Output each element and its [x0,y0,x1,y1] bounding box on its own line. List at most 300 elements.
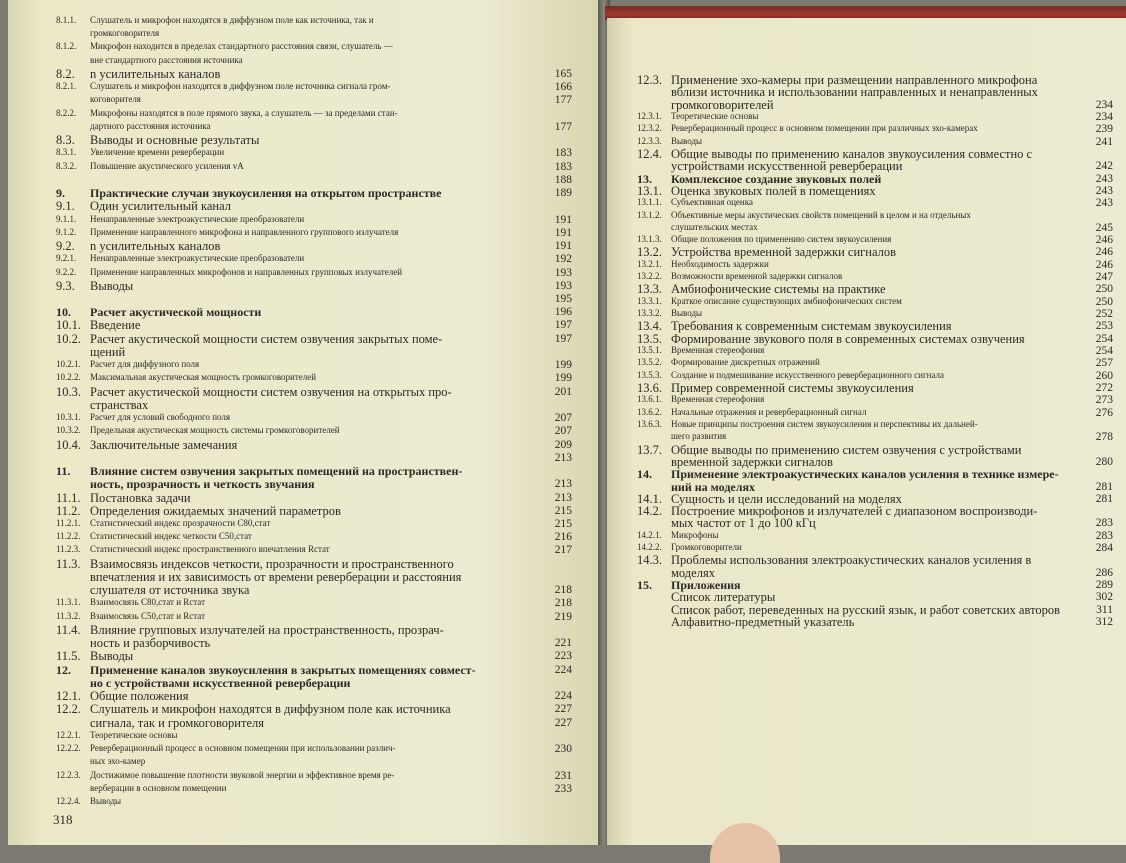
toc-entry [56,650,536,663]
toc-entry-number: 12.3.2. [637,123,662,134]
toc-entry-title: Общие положения [90,690,189,704]
toc-entry-number: 11.1. [56,491,81,505]
toc-entry-title: Ненаправленные электроакустические преобразователи [90,213,305,224]
toc-entry-number: 9.1.1. [56,213,77,224]
toc-entry-title: Сущность и цели исследований на моделях [671,492,902,506]
toc-entry-page: 289 [1095,579,1113,592]
toc-entry [56,319,536,332]
toc-entry-number: 10.4. [56,438,81,452]
toc-entry-page: 260 [1095,369,1113,382]
toc-entry-title: Расчет для условий свободного поля [90,412,231,423]
toc-entry-number: 12.2.3. [56,769,81,780]
toc-entry-page: 246 [1095,258,1113,271]
toc-entry-page: 192 [554,253,572,266]
toc-entry-number: 10.1. [56,319,81,333]
toc-entry-page: 218 [554,584,572,597]
toc-entry-page: 177 [554,120,572,133]
toc-entry-page: 311 [1096,603,1113,616]
toc-entry-title: Взаимосвязь индексов четкости, прозрачности и пространственного [90,557,454,571]
toc-entry [637,86,1077,99]
toc-entry [637,468,1077,481]
toc-entry [637,345,1077,355]
toc-entry-number: 13.5.1. [637,345,662,355]
toc-entry [637,185,1077,198]
toc-entry-title: Статистический индекс пространственного впечатления Rстат [90,544,330,555]
toc-entry-page: 242 [1095,160,1113,173]
toc-entry [56,333,536,346]
toc-entry-page: 191 [554,240,572,253]
toc-entry [637,517,1077,530]
toc-entry-page: 250 [1095,283,1113,296]
toc-entry-number: 13.3.1. [637,295,662,306]
toc-entry [56,439,536,452]
toc-entry-number: 10.2. [56,332,81,346]
toc-entry [637,210,1077,220]
toc-entry-number: 8.3.2. [56,160,77,171]
toc-entry [637,382,1077,395]
toc-entry-page: 224 [554,690,572,703]
toc-entry [56,492,536,505]
toc-entry [56,505,536,518]
toc-entry [637,246,1077,259]
toc-entry-page: 254 [1095,332,1113,345]
toc-entry-number: 11.5. [56,650,81,664]
toc-entry-title: Временная стереофония [671,345,765,355]
toc-entry [637,530,1077,540]
toc-entry-page: 257 [1095,357,1113,370]
toc-entry [637,567,1077,580]
toc-entry [637,444,1077,457]
toc-entry-title: Влияние систем озвучения закрытых помещений на пространствен- [90,465,463,479]
toc-entry-page: 216 [554,531,572,544]
toc-entry-title: щений [90,345,126,359]
toc-entry-title: Достижимое повышение плотности звуковой энергии и эффективное время ре- [90,769,395,780]
toc-entry-title: Взаимосвязь C80,стат и Rстат [90,597,206,608]
toc-entry-number: 14. [637,468,652,482]
toc-entry-page: 302 [1095,591,1113,604]
toc-entry-page: 231 [554,769,572,782]
toc-entry-title: Повышение акустического усиления vA [90,160,244,171]
toc-entry-title: Микрофоны [671,529,719,540]
toc-entry-number: 13.5.2. [637,357,662,368]
toc-entry-title: Требования к современным системам звукоусиления [671,320,952,334]
toc-entry-title: Общие выводы по применению систем озвучения с устройствами [671,443,1022,457]
toc-entry [56,15,536,25]
toc-entry-title: Определения ожидаемых значений параметров [90,504,341,518]
toc-entry-title: Ненаправленные электроакустические преобразователи [90,253,305,264]
toc-entry [637,419,1077,429]
toc-entry-title: ных эхо-камер [90,756,146,767]
toc-entry-number: 9. [56,187,65,201]
toc-entry-page: 246 [1095,246,1113,259]
toc-entry-page: 278 [1095,431,1113,444]
toc-entry-page: 199 [554,359,572,372]
toc-entry-title: Слушатель и микрофон находятся в диффузном поле источника сигнала гром- [90,81,391,92]
toc-entry-title: Оценка звуковых полей в помещениях [671,184,876,198]
toc-entry-title: Микрофоны находятся в поле прямого звука, а слушатель — за пределами стан- [90,107,398,118]
toc-entry-page: 243 [1095,197,1113,210]
toc-entry-number: 12.2.1. [56,729,81,740]
toc-entry [637,481,1077,494]
toc-entry [56,187,536,200]
toc-entry-number: 8.3. [56,134,75,148]
toc-entry-page: 252 [1095,308,1113,321]
toc-entry-page: 245 [1095,221,1113,234]
toc-entry-number: 13.1.2. [637,209,662,220]
toc-entry-page: 188 [554,173,572,186]
toc-entry-title: дартного расстояния источника [90,120,211,131]
toc-entry-page: 201 [554,385,572,398]
toc-entry [56,544,536,554]
right-page [607,18,1126,845]
toc-entry-number: 11.3.1. [56,597,81,608]
toc-entry-title: Расчет акустической мощности систем озвучения на открытых про- [90,385,452,399]
toc-entry-page: 312 [1095,616,1113,628]
toc-entry [56,108,536,118]
toc-entry-number: 14.2. [637,505,662,519]
toc-entry-page: 246 [1095,234,1113,247]
toc-entry-page: 215 [554,518,572,531]
toc-entry-number: 11.3.2. [56,610,81,621]
toc-entry-number: 13.3.2. [637,308,662,319]
toc-entry [56,359,536,369]
toc-entry-number: 9.2. [56,240,75,254]
toc-entry-number: 12. [56,663,71,677]
toc-entry-title: Микрофон находится в пределах стандартного расстояния связи, слушатель — [90,41,393,52]
toc-entry-title: n усилительных каналов [90,67,221,81]
toc-entry-number: 13.1.1. [637,197,662,208]
toc-entry-title: громкоговорителя [90,28,160,39]
toc-entry-page: 221 [554,637,572,650]
toc-entry [56,81,536,91]
toc-entry-title: вне стандартного расстояния источника [90,54,243,65]
toc-entry-page: 243 [1095,184,1113,197]
toc-entry [56,637,536,650]
toc-entry-title: временной задержки сигналов [671,455,833,469]
toc-entry-number: 12.3. [637,74,662,87]
toc-entry-title: Теоретические основы [671,110,759,121]
toc-entry [637,259,1077,269]
left-page [8,0,600,845]
toc-entry-number: 11.2.2. [56,531,81,542]
toc-entry-title: Применение направленного микрофона и направленного группового излучателя [90,226,399,237]
toc-entry-title: Общие положения по применению систем звукоусиления [671,234,892,245]
toc-entry-number: 13.2.2. [637,271,662,282]
toc-entry-page: 219 [554,610,572,623]
toc-entry [56,121,536,131]
toc-entry-title: Временная стереофония [671,394,765,405]
toc-entry [637,493,1077,506]
toc-entry-title: Постановка задачи [90,491,191,505]
toc-entry [56,240,536,253]
toc-entry-number: 8.2. [56,67,75,81]
toc-entry-number: 13.7. [637,443,662,457]
toc-entry-title: Применение направленных микрофонов и направленных групповых излучателей [90,266,403,277]
toc-entry-title: слушателя от источника звука [90,584,250,598]
toc-entry-number: 13.3. [637,283,662,297]
toc-entry-number: 12.2. [56,703,81,717]
toc-entry-title: Громкоговорители [671,542,742,553]
toc-entry [637,505,1077,518]
toc-entry [637,148,1077,161]
toc-entry [637,296,1077,306]
toc-entry [56,306,536,319]
toc-entry-title: n усилительных каналов [90,240,221,254]
toc-entry-number: 13.6.3. [637,418,662,429]
toc-entry [637,160,1077,173]
toc-entry [56,703,536,716]
toc-entry-title: Формирование звукового поля в современных системах озвучения [671,332,1025,346]
toc-entry [56,161,536,171]
toc-entry [56,624,536,637]
toc-entry [56,267,536,277]
toc-entry [56,465,536,478]
toc-entry-title: Выводы и основные результаты [90,134,260,148]
toc-entry-number: 13.6.2. [637,406,662,417]
toc-entry-title: Комплексное создание звуковых полей [671,172,882,186]
toc-entry [637,370,1077,380]
toc-entry-title: Предельная акустическая мощность системы громкоговорителей [90,425,340,436]
toc-entry [56,677,536,690]
toc-entry [56,571,536,584]
toc-entry [637,333,1077,346]
toc-entry-number: 8.1.1. [56,15,77,25]
toc-entry-title: устройствами искусственной реверберации [671,160,903,174]
toc-entry-page: 234 [1095,110,1113,123]
toc-entry-page: 193 [554,279,572,292]
toc-entry [56,558,536,571]
toc-entry-page: 247 [1095,271,1113,284]
toc-entry-title: Реверберационный процесс в основном помещении при использовании различ- [90,743,396,754]
toc-entry-number: 12.3.3. [637,135,662,146]
toc-entry [637,591,1077,604]
toc-entry-title: ность и разборчивость [90,637,211,651]
toc-entry-title: Введение [90,319,141,333]
toc-entry-title: Амбиофонические системы на практике [671,283,886,297]
toc-entry-page: 183 [554,147,572,160]
toc-entry [637,173,1077,186]
toc-entry-title: Применение электроакустических каналов усиления в технике измере- [671,468,1059,482]
toc-entry [637,542,1077,552]
toc-entry-page: 207 [554,425,572,438]
toc-entry-page: 284 [1095,542,1113,555]
toc-entry-number: 9.2.1. [56,253,77,264]
toc-entry-page: 280 [1095,455,1113,468]
toc-entry-title: вблизи источника и использовании направленных и ненаправленных [671,86,1038,100]
toc-entry-title: сигнала, так и громкоговорителя [90,716,264,730]
toc-entry-page: 165 [554,67,572,80]
toc-entry-number: 12.4. [637,147,662,161]
toc-entry-number: 11.4. [56,623,81,637]
toc-entry [56,399,536,412]
toc-entry-title: но с устройствами искусственной реверберации [90,676,351,690]
toc-entry [637,604,1077,617]
toc-entry [637,234,1077,244]
toc-entry-title: Влияние групповых излучателей на пространственность, прозрач- [90,623,444,637]
toc-entry [56,174,536,184]
toc-entry [56,452,536,462]
toc-entry-page: 191 [554,213,572,226]
toc-entry-number: 14.1. [637,492,662,506]
toc-entry-page: 207 [554,412,572,425]
toc-entry-title: ний на моделях [671,480,755,494]
toc-entry [637,271,1077,281]
toc-entry-title: Применение эхо-камеры при размещении направленного микрофона [671,74,1038,87]
toc-entry [56,783,536,793]
toc-entry-number: 10.2.2. [56,372,81,383]
toc-entry-title: Создание и подмешивание искусственного реверберационного сигнала [671,369,945,380]
toc-entry-page: 253 [1095,320,1113,333]
toc-entry-number: 12.3.1. [637,110,662,121]
page-folio: 318 [53,812,73,827]
toc-entry-page: 193 [554,266,572,279]
toc-entry [56,28,536,38]
toc-entry-page: 213 [554,491,572,504]
toc-entry-title: Практические случаи звукоусиления на открытом пространстве [90,187,442,201]
toc-entry-number: 10.3.1. [56,412,81,423]
toc-entry [637,308,1077,318]
toc-entry [637,283,1077,296]
toc-entry-title: Один усилительный канал [90,200,232,214]
toc-entry [56,478,536,491]
toc-entry-page: 273 [1095,394,1113,407]
toc-entry-page: 281 [1095,492,1113,505]
toc-entry [637,394,1077,404]
toc-entry-title: громкоговорителей [671,98,774,112]
toc-entry-title: Расчет акустической мощности систем озвучения закрытых поме- [90,332,443,346]
toc-entry-title: Выводы [671,135,703,146]
toc-entry [56,134,536,147]
toc-entry-page: 283 [1095,529,1113,542]
toc-entry [56,412,536,422]
toc-entry [56,611,536,621]
toc-entry-title: Начальные отражения и реверберационный сигнал [671,406,867,417]
toc-entry-number: 13.1.3. [637,234,662,245]
toc-entry-number: 14.2.1. [637,529,662,540]
toc-entry [637,554,1077,567]
toc-entry-number: 13.5.3. [637,369,662,380]
toc-entry-page: 286 [1095,566,1113,579]
toc-entry-page: 191 [554,226,572,239]
toc-entry [56,770,536,780]
toc-entry-number: 11.2.3. [56,544,81,555]
toc-entry-title: Формирование дискретных отражений [671,357,820,368]
toc-entry [637,74,1077,87]
toc-entry-title: странствах [90,398,149,412]
toc-entry-page: 224 [554,663,572,676]
toc-entry-number: 10.2.1. [56,359,81,370]
toc-entry-title: Построение микрофонов и излучателей с диапазоном воспроизводи- [671,505,1038,519]
toc-entry [56,518,536,528]
toc-entry-page: 281 [1095,480,1113,493]
toc-entry-title: Статистический индекс четкости C50,стат [90,531,252,542]
toc-entry-page: 227 [554,716,572,729]
toc-entry-page: 197 [554,319,572,332]
toc-entry [56,94,536,104]
toc-entry-page: 230 [554,743,572,756]
toc-entry-title: Необходимость задержки [671,258,769,269]
toc-entry-title: шего развития [671,431,727,442]
toc-entry-page: 166 [554,81,572,94]
toc-entry [56,280,536,293]
toc-entry-number: 14.2.2. [637,542,662,553]
toc-entry-title: Приложения [671,579,741,593]
toc-entry-title: Выводы [90,796,122,806]
toc-entry-title: Пример современной системы звукоусиления [671,381,914,395]
toc-entry-page: 213 [554,478,572,491]
toc-entry-number: 12.2.4. [56,796,81,806]
toc-entry-number: 13.4. [637,320,662,334]
toc-entry-page: 197 [554,332,572,345]
toc-entry [637,111,1077,121]
toc-entry-number: 13.2. [637,246,662,260]
toc-entry-number: 13.2.1. [637,258,662,269]
toc-entry [56,425,536,435]
toc-entry-title: Новые принципы построения систем звукоусиления и перспективы их дальней- [671,418,978,429]
toc-entry-title: верберации в основном помещении [90,782,227,793]
toc-entry-number: 11. [56,465,71,479]
toc-entry-number: 12.1. [56,690,81,704]
toc-entry-page: 195 [554,292,572,305]
toc-entry [56,41,536,51]
toc-entry [56,55,536,65]
toc-entry [56,253,536,263]
toc-entry-title: Субъективная оценка [671,197,753,208]
toc-entry-page: 241 [1095,135,1113,148]
toc-entry-number: 9.1.2. [56,226,77,237]
toc-entry-number: 8.2.1. [56,81,77,92]
toc-entry-title: Алфавитно-предметный указатель [671,616,855,629]
toc-entry [56,531,536,541]
toc-entry-page: 183 [554,160,572,173]
toc-entry-number: 9.3. [56,279,75,293]
toc-entry [56,597,536,607]
toc-entry-page: 250 [1095,295,1113,308]
toc-entry-page: 283 [1095,517,1113,530]
toc-entry-title: Устройства временной задержки сигналов [671,246,896,260]
toc-entry-title: коговорителя [90,94,141,105]
toc-entry-title: Объективные меры акустических свойств помещений в целом и на отдельных [671,209,971,220]
toc-entry-number: 12.2.2. [56,743,81,754]
toc-entry-page: 218 [554,597,572,610]
toc-entry-title: моделях [671,566,715,580]
toc-entry [56,664,536,677]
toc-entry-number: 8.1.2. [56,41,77,52]
toc-entry-page: 243 [1095,172,1113,185]
toc-entry-page: 223 [554,650,572,663]
toc-entry-number: 9.2.2. [56,266,77,277]
toc-entry [56,756,536,766]
toc-entry [637,357,1077,367]
toc-entry-title: Краткое описание существующих амбиофонических систем [671,295,902,306]
toc-entry-number: 10. [56,306,71,320]
toc-entry [56,730,536,740]
toc-entry-title: Слушатель и микрофон находятся в диффузном поле как источника [90,703,451,717]
toc-entry [56,68,536,81]
toc-entry-title: слушательских местах [671,221,758,232]
toc-entry [56,214,536,224]
toc-entry-number: 15. [637,579,652,593]
toc-entry-title: Выводы [90,650,134,664]
toc-entry [637,222,1077,232]
toc-entry-number: 14.3. [637,554,662,568]
toc-entry [56,227,536,237]
toc-entry [56,293,536,303]
toc-entry-number: 8.2.2. [56,107,77,118]
toc-entry-number: 11.2.1. [56,518,81,529]
toc-entry-number: 13. [637,172,652,186]
toc-entry-title: Список литературы [671,591,776,605]
